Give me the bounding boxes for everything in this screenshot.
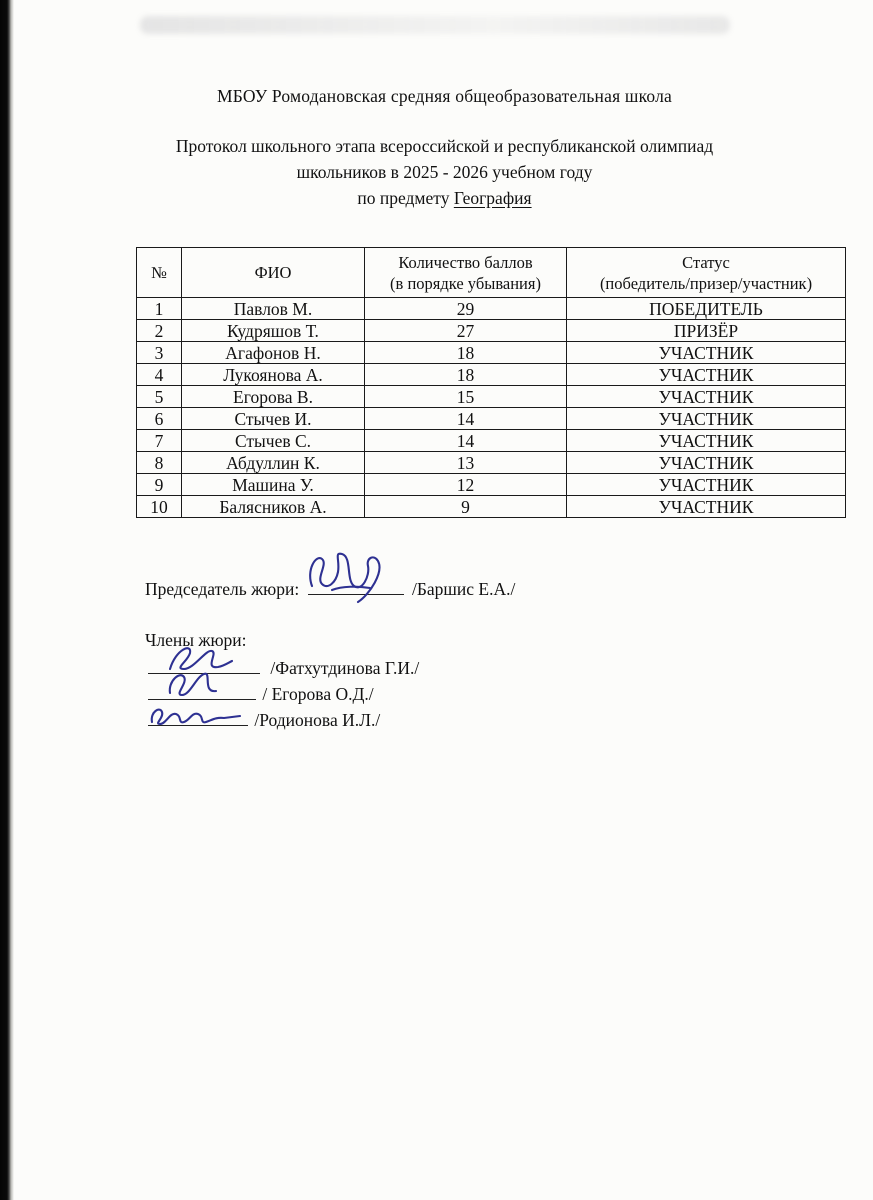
table-row: 1 Павлов М. 29 ПОБЕДИТЕЛЬ bbox=[137, 298, 846, 320]
member-signature-row bbox=[148, 683, 374, 705]
results-table bbox=[136, 247, 846, 518]
scan-ghost-smudge bbox=[140, 16, 730, 34]
member-signature-row bbox=[148, 709, 380, 731]
header-num: № bbox=[137, 248, 182, 298]
protocol-line-1: Протокол школьного этапа всероссийской и республиканской олимпиад bbox=[175, 136, 714, 156]
table-header-row bbox=[137, 248, 846, 298]
member-name: /Родионова И.Л./ bbox=[254, 710, 381, 730]
member-name: / Егорова О.Д./ bbox=[262, 684, 374, 704]
members-label-row bbox=[145, 630, 247, 651]
member-signature-row bbox=[148, 657, 419, 679]
header-status: Статус (победитель/призер/участник) bbox=[567, 248, 846, 298]
table-row: 9 Машина У. 12 УЧАСТНИК bbox=[137, 474, 846, 496]
table-row: 8 Абдуллин К. 13 УЧАСТНИК bbox=[137, 452, 846, 474]
table-row: 3 Агафонов Н. 18 УЧАСТНИК bbox=[137, 342, 846, 364]
chair-name: /Баршис Е.А./ bbox=[411, 579, 516, 599]
table-row: 4 Лукоянова А. 18 УЧАСТНИК bbox=[137, 364, 846, 386]
header-score: Количество баллов (в порядке убывания) bbox=[365, 248, 567, 298]
members-label: Члены жюри: bbox=[145, 630, 247, 650]
member-signature-blank bbox=[148, 709, 248, 726]
chair-signature-blank bbox=[308, 578, 404, 595]
protocol-title bbox=[30, 133, 859, 211]
member-name: /Фатхутдинова Г.И./ bbox=[270, 658, 420, 678]
header-name: ФИО bbox=[182, 248, 365, 298]
chair-signature-ink bbox=[298, 546, 394, 604]
chair-signature-row bbox=[145, 578, 515, 600]
member-signature-ink bbox=[144, 704, 248, 732]
scan-edge-artifact bbox=[0, 0, 14, 1200]
member-signature-blank bbox=[148, 657, 260, 674]
table-row: 7 Стычев С. 14 УЧАСТНИК bbox=[137, 430, 846, 452]
chair-label: Председатель жюри: bbox=[145, 579, 300, 599]
table-row: 2 Кудряшов Т. 27 ПРИЗЁР bbox=[137, 320, 846, 342]
member-signature-blank bbox=[148, 683, 256, 700]
table-row: 6 Стычев И. 14 УЧАСТНИК bbox=[137, 408, 846, 430]
school-title: МБОУ Ромодановская средняя общеобразовательная школа bbox=[216, 86, 673, 106]
table-row: 10 Балясников А. 9 УЧАСТНИК bbox=[137, 496, 846, 518]
subject-name: География bbox=[453, 188, 532, 208]
table-row: 5 Егорова В. 15 УЧАСТНИК bbox=[137, 386, 846, 408]
subject-prefix: по предмету bbox=[357, 188, 454, 208]
subject-line bbox=[30, 185, 859, 211]
protocol-line-2: школьников в 2025 - 2026 учебном году bbox=[296, 162, 593, 182]
